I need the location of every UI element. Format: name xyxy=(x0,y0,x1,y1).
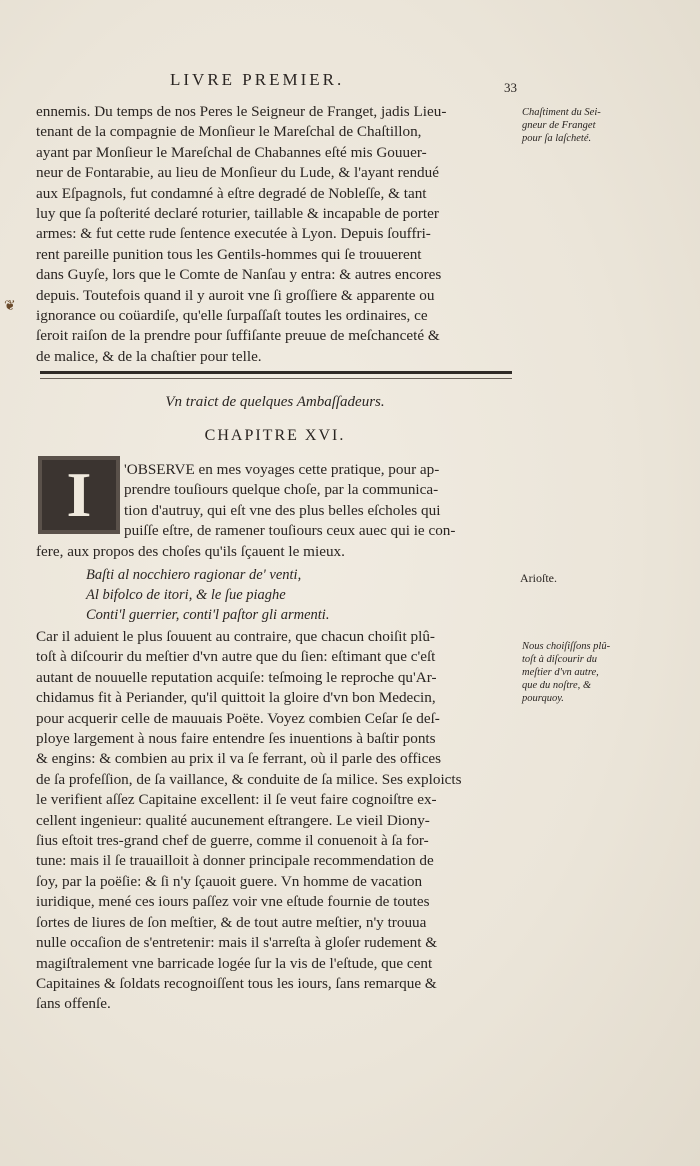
text-line: ploye largement à nous faire entendre ſes inuentions à baſtir ponts xyxy=(36,730,436,748)
text-line: neur de Fontarabie, au lieu de Monſieur du Lude, & l'ayant rendué xyxy=(36,164,439,182)
margin-line: Nous choiſiſſons plû- xyxy=(522,641,611,652)
text-line: Capitaines & ſoldats recognoiſſent tous les iours, ſans remarque & xyxy=(36,974,437,992)
text-line: ſoy, par la poëſie: & ſi n'y ſçauoit guere. Vn homme de vacation xyxy=(36,872,423,890)
text-line: rent pareille punition tous les Gentils-hommes qui ſe trouuerent xyxy=(36,245,422,263)
text-line: dans Guyſe, lors que le Comte de Nanſau y entra: & autres encores xyxy=(36,266,442,284)
text-line: ignorance ou coüardiſe, qu'elle ſurpaſſaſt toutes les ordinaires, ce xyxy=(36,307,428,325)
text-line: tion d'autruy, qui eſt vne des plus belles eſcholes qui xyxy=(124,501,441,519)
text-line: puiſſe eſtre, de ramener touſiours ceux auec qui ie con- xyxy=(124,522,456,540)
margin-line: Chaſtiment du Sei- xyxy=(522,107,601,118)
text-line: 'OBSERVE en mes voyages cette pratique, pour ap- xyxy=(124,461,440,478)
margin-note-franget xyxy=(522,106,632,145)
section-divider xyxy=(40,371,512,379)
running-title: LIVRE PREMIER. xyxy=(170,70,345,89)
text-line: cellent ingenieur: qualité aucunement eſtrangere. Le vieil Diony- xyxy=(36,811,430,829)
text-line: tune: mais il ſe trauailloit à donner principale recommendation de xyxy=(36,852,434,870)
text-line: ſius eſtoit tres-grand chef de guerre, comme il conuenoit à ſa for- xyxy=(36,832,429,850)
text-line: toſt à diſcourir du meſtier d'vn autre que du ſien: eſtimant que c'eſt xyxy=(36,648,436,666)
chapter-heading: CHAPITRE XVI. xyxy=(204,427,346,444)
text-line: depuis. Toutefois quand il y auroit vne ſi groſſiere & apparente ou xyxy=(36,286,435,304)
text-line: aux Eſpagnols, fut condamné à eſtre degradé de Nobleſſe, & tant xyxy=(36,184,427,202)
text-line: prendre touſiours quelque choſe, par la communica- xyxy=(124,481,439,499)
text-line: chidamus fit à Periander, qu'il quittoit la gloire d'vn bon Medecin, xyxy=(36,689,436,707)
text-line: ſortes de liures de ſon meſtier, & de tout autre meſtier, n'y trouua xyxy=(36,913,427,931)
margin-line: Arioſte. xyxy=(520,571,557,585)
text-line: le verifient aſſez Capitaine excellent: il ſe veut faire cognoiſtre ex- xyxy=(36,791,437,809)
text-line: autant de nouuelle reputation acquiſe: teſmoing le reproche qu'Ar- xyxy=(36,668,437,686)
text-line: de malice, & de la chaſtier pour telle. xyxy=(36,347,262,365)
page-number: 33 xyxy=(504,80,517,95)
verse-line: Baſti al nocchiero ragionar de' venti, xyxy=(86,567,302,583)
italian-verse-quote xyxy=(86,565,329,625)
text-line: armes: & fut cette rude ſentence executée à Lyon. Depuis ſouffri- xyxy=(36,225,431,243)
margin-line: pourquoy. xyxy=(522,693,564,704)
text-line: & engins: & combien au prix il va ſe ferrant, où il parle des offices xyxy=(36,750,442,768)
text-line: iuridique, mené ces iours paſſez voir vne eſtude fournie de toutes xyxy=(36,893,430,911)
paragraph-car-il-aduient xyxy=(36,627,514,1015)
text-line: luy que ſa poſterité declaré roturier, taillable & incapable de porter xyxy=(36,205,439,223)
ink-blot-icon: ❦ xyxy=(4,299,16,314)
text-line: tenant de la compagnie de Monſieur le Mareſchal de Chaſtillon, xyxy=(36,123,422,141)
section-title: Vn traict de quelques Ambaſſadeurs. xyxy=(165,394,385,410)
text-line: fere, aux propos des choſes qu'ils ſçauent le mieux. xyxy=(36,542,345,560)
margin-line: que du noſtre, & xyxy=(522,680,592,691)
text-line: Car il aduient le plus ſouuent au contraire, que chacun choiſit plû- xyxy=(36,628,435,645)
verse-line: Conti'l guerrier, conti'l paſtor gli armenti. xyxy=(86,607,330,623)
drop-cap-initial: I xyxy=(38,456,120,534)
verse-line: Al bifolco de itori, & le ſue piaghe xyxy=(86,587,286,603)
paragraph-ennemis xyxy=(36,102,514,367)
text-line: de ſa profeſſion, de ſa vaillance, & conduite de ſa milice. Ses exploicts xyxy=(36,770,462,788)
text-line: pour acquerir celle de mauuais Poëte. Voyez combien Ceſar ſe deſ- xyxy=(36,709,440,727)
margin-line: meſtier d'vn autre, xyxy=(522,667,599,678)
text-line: ſeroit raiſon de la prendre pour ſuffiſante preuue de meſchanceté & xyxy=(36,327,440,345)
text-line: nulle occaſion de s'entretenir: mais il s'arreſta à gloſer rudement & xyxy=(36,934,438,952)
paragraph-observe xyxy=(36,460,514,562)
text-line: ayant par Monſieur le Mareſchal de Chabannes eſté mis Gouuer- xyxy=(36,143,427,161)
margin-note-arioste xyxy=(520,572,630,585)
text-line: ſans offenſe. xyxy=(36,995,111,1013)
text-line: magiſtralement vne barricade logée ſur la vis de l'eſtude, que cent xyxy=(36,954,433,972)
margin-line: gneur de Franget xyxy=(522,120,596,131)
text-line: ennemis. Du temps de nos Peres le Seigneur de Franget, jadis Lieu- xyxy=(36,103,447,120)
margin-line: pour ſa laſcheté. xyxy=(522,133,592,144)
margin-line: toſt à diſcourir du xyxy=(522,654,597,665)
margin-note-choisir xyxy=(522,640,632,705)
